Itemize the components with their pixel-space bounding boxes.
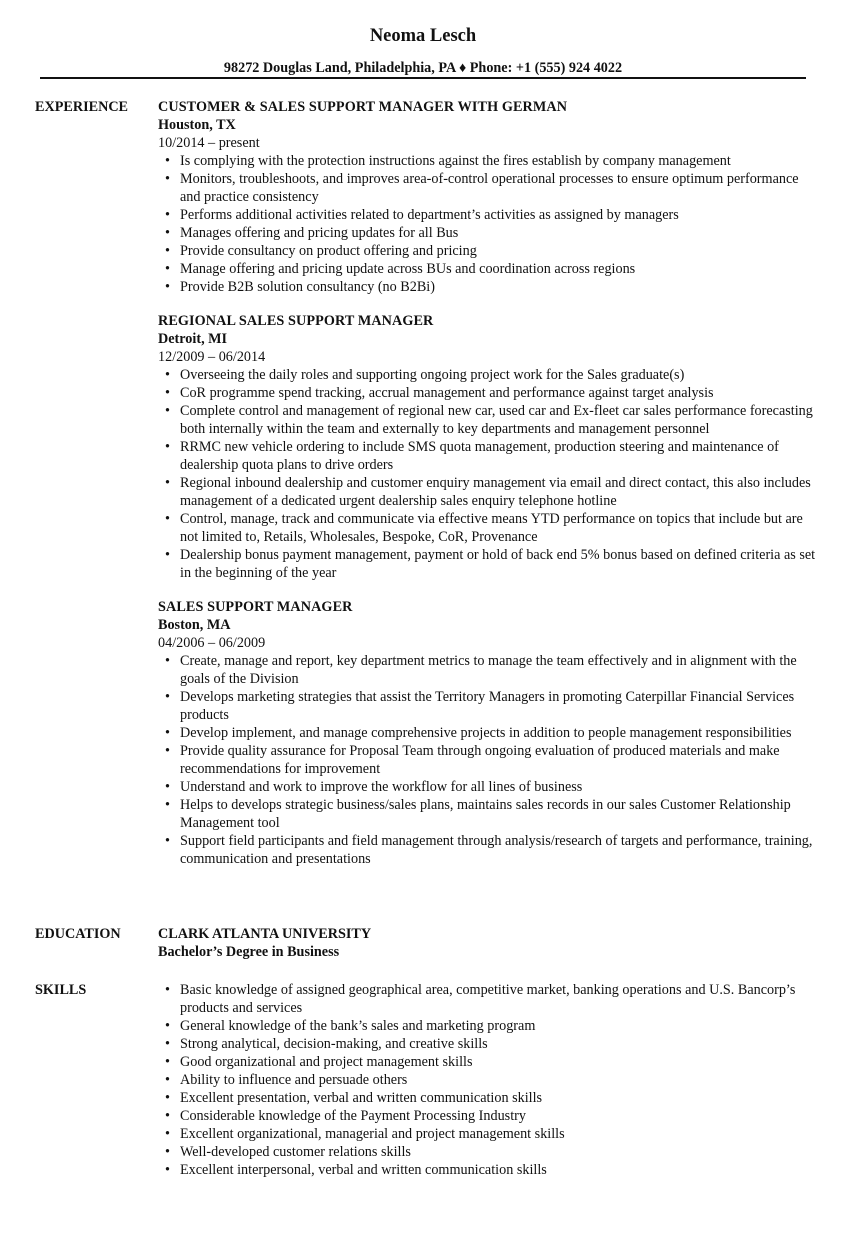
bullet-item: • Create, manage and report, key department metrics to manage the team effectively and in alignment with the goals of the Division [158,652,818,688]
skill-item: • Ability to influence and persuade others [158,1071,818,1089]
bullet-item: • Control, manage, track and communicate via effective means YTD performance on topics that include but are not limited to, Retails, Wholesales, Bespoke, CoR, Provenance [158,510,818,546]
skill-item: • Excellent interpersonal, verbal and written communication skills [158,1161,818,1179]
job-title: REGIONAL SALES SUPPORT MANAGER [158,313,434,329]
degree-name: Bachelor’s Degree in Business [158,944,340,960]
bullet-item: • Dealership bonus payment management, payment or hold of back end 5% bonus based on defined criteria as set in the beginning of the year [158,546,818,582]
resume-header [40,24,806,77]
bullet-item: • Develops marketing strategies that assist the Territory Managers in promoting Caterpillar Financial Services products [158,688,818,724]
bullet-item: • RRMC new vehicle ordering to include SMS quota management, production steering and maintenance of dealership quota plans to drive orders [158,438,818,474]
school-name: CLARK ATLANTA UNIVERSITY [158,926,372,942]
bullet-item: • Monitors, troubleshoots, and improves area-of-control operational processes to ensure optimum performance and practice consistency [158,170,818,206]
job-entry [158,598,818,868]
bullet-item: • Overseeing the daily roles and supporting ongoing project work for the Sales graduate(s) [158,366,818,384]
job-bullets [158,152,818,296]
job-title: SALES SUPPORT MANAGER [158,599,353,615]
job-title: CUSTOMER & SALES SUPPORT MANAGER WITH GERMAN [158,99,568,115]
skills-bullets [158,981,818,1179]
bullet-item: • Manage offering and pricing update across BUs and coordination across regions [158,260,818,278]
skill-item: • General knowledge of the bank’s sales and marketing program [158,1017,818,1035]
job-dates: 10/2014 – present [158,135,260,151]
skill-item: • Basic knowledge of assigned geographical area, competitive market, banking operations and U.S. Bancorp’s products and services [158,981,818,1017]
job-bullets [158,366,818,582]
section-label-experience: EXPERIENCE [35,99,129,115]
skills-list [158,981,818,1179]
bullet-item: • Provide consultancy on product offering and pricing [158,242,818,260]
bullet-item: • CoR programme spend tracking, accrual management and performance against target analysis [158,384,818,402]
bullet-item: • Performs additional activities related to department’s activities as assigned by managers [158,206,818,224]
experience-list [158,98,818,884]
job-location: Houston, TX [158,117,236,133]
job-entry [158,98,818,296]
skill-item: • Good organizational and project management skills [158,1053,818,1071]
skill-item: • Excellent presentation, verbal and written communication skills [158,1089,818,1107]
bullet-item: • Provide B2B solution consultancy (no B2Bi) [158,278,818,296]
job-dates: 04/2006 – 06/2009 [158,635,266,651]
skill-item: • Excellent organizational, managerial and project management skills [158,1125,818,1143]
bullet-item: • Support field participants and field management through analysis/research of targets and performance, training, communication and presentations [158,832,818,868]
skill-item: • Well-developed customer relations skills [158,1143,818,1161]
bullet-item: • Understand and work to improve the workflow for all lines of business [158,778,818,796]
bullet-item: • Helps to develops strategic business/sales plans, maintains sales records in our sales Customer Relationship Management tool [158,796,818,832]
job-dates: 12/2009 – 06/2014 [158,349,266,365]
bullet-item: • Provide quality assurance for Proposal Team through ongoing evaluation of produced materials and make recommendations for improvement [158,742,818,778]
bullet-item: • Regional inbound dealership and customer enquiry management via email and direct contact, this also includes management of a dedicated urgent dealership sales enquiry telephone hotline [158,474,818,510]
header-divider [40,77,806,79]
education-entry [158,925,818,961]
skill-item: • Strong analytical, decision-making, and creative skills [158,1035,818,1053]
bullet-item: • Develop implement, and manage comprehensive projects in addition to people management responsibilities [158,724,818,742]
job-entry [158,312,818,582]
section-label-education: EDUCATION [35,926,121,942]
bullet-item: • Manages offering and pricing updates for all Bus [158,224,818,242]
bullet-item: • Complete control and management of regional new car, used car and Ex-fleet car sales performance forecasting both internally within the team and externally to key departments and management personnel [158,402,818,438]
job-location: Boston, MA [158,617,231,633]
skill-item: • Considerable knowledge of the Payment Processing Industry [158,1107,818,1125]
job-bullets [158,652,818,868]
bullet-item: • Is complying with the protection instructions against the fires establish by company management [158,152,818,170]
section-label-skills: SKILLS [35,982,87,998]
job-location: Detroit, MI [158,331,228,347]
contact-line: 98272 Douglas Land, Philadelphia, PA ♦ Phone: +1 (555) 924 4022 [223,60,623,76]
candidate-name: Neoma Lesch [369,26,477,46]
